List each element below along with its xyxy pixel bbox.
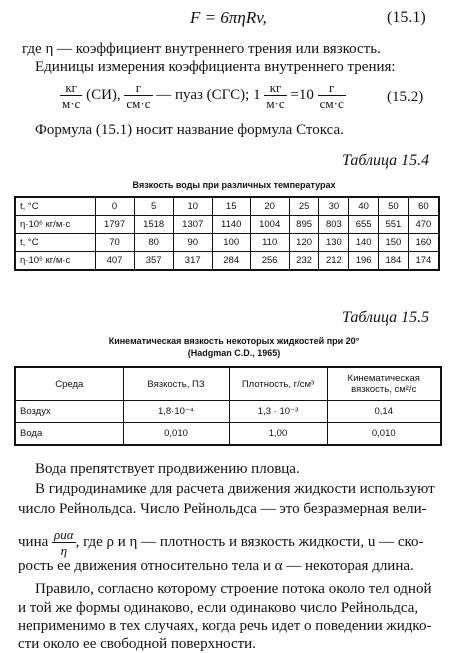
- stokes-formula: [190, 8, 267, 27]
- column-header: Среда: [15, 367, 123, 401]
- table-cell: 90: [173, 234, 212, 252]
- text-line: неприменимо в тех случаях, когда речь идет о поведении жидко-: [18, 618, 432, 634]
- kinematic-viscosity-table: [14, 366, 442, 446]
- formula-number: (15.1): [387, 9, 426, 26]
- table-row: [15, 197, 439, 216]
- row-header-cell: η·10⁶ кг/м·с: [15, 252, 95, 271]
- table-cell: 0,010: [123, 423, 229, 446]
- column-header: Вязкость, ПЗ: [123, 367, 229, 401]
- table-cell: 30: [319, 197, 349, 216]
- table-cell: 895: [289, 216, 319, 234]
- table-cell: 184: [379, 252, 409, 271]
- table-cell: 174: [408, 252, 439, 271]
- table-cell: 1,3 · 10⁻³: [229, 401, 327, 423]
- table-title: Вязкость воды при различных температурах: [132, 180, 336, 190]
- column-header: Плотность, г/см³: [229, 367, 327, 401]
- row-header-cell: Воздух: [15, 401, 123, 423]
- table-row: [15, 401, 441, 423]
- table-cell: 10: [173, 197, 212, 216]
- table-cell: 470: [408, 216, 439, 234]
- table-subtitle: (Hadgman C.D., 1965): [187, 348, 281, 358]
- table-cell: 551: [379, 216, 409, 234]
- table-cell: 317: [173, 252, 212, 271]
- row-header-cell: Вода: [15, 423, 123, 446]
- column-header: Кинематическая вязкость, см²/с: [327, 367, 441, 401]
- table-cell: 25: [289, 197, 319, 216]
- units-formula: $\frac{кг}{м\cdot с}$ (СИ), $\frac{г}{см\cdot с}$ — пуаз (СГС); 1 $\frac{кг}{м\cdot с}$ =10 $\frac{г}{см\cdot с}$: [62, 80, 344, 111]
- row-header-cell: η·10⁶ кг/м·с: [15, 216, 95, 234]
- table-title: Кинематическая вязкость некоторых жидкостей при 20°: [108, 336, 360, 346]
- formula-lhs: F: [190, 8, 201, 27]
- text-line: число Рейнольдса. Число Рейнольдса — это безразмерная вели-: [18, 501, 427, 517]
- table-cell: 256: [250, 252, 289, 271]
- table-cell: 130: [319, 234, 349, 252]
- reynolds-fraction: $\frac{\text{ρuα}}{\eta}$: [54, 527, 74, 558]
- text-line: и той же формы одинаково, если одинаково число Рейнольдса,: [18, 600, 419, 616]
- table-cell: 0: [95, 197, 134, 216]
- table-cell: 1,00: [229, 423, 327, 446]
- table-cell: 80: [134, 234, 173, 252]
- table-cell: 120: [289, 234, 319, 252]
- fraction: $\frac{г}{см\cdot с}$: [126, 80, 151, 111]
- table-cell: 1140: [212, 216, 250, 234]
- row-header-cell: t, °C: [15, 197, 95, 216]
- table-caption: Таблица 15.4: [342, 152, 430, 169]
- table-cell: 1004: [250, 216, 289, 234]
- text-line: рость ее движения относительно тела и α — некоторая длина.: [18, 558, 414, 574]
- text-line: сти около ее свободной поверхности.: [18, 636, 256, 652]
- table-row: [15, 234, 439, 252]
- table-row: [15, 216, 439, 234]
- fraction: $\frac{кг}{м\cdot с}$: [266, 80, 285, 111]
- table-header-row: [15, 367, 441, 401]
- formula-rhs: = 6πηRv,: [204, 8, 267, 27]
- text-line: Формула (15.1) носит название формула Стокса.: [35, 122, 344, 138]
- table-cell: 1307: [173, 216, 212, 234]
- table-cell: 0,010: [327, 423, 441, 446]
- fraction: $\frac{кг}{м\cdot с}$: [62, 80, 81, 111]
- reynolds-line: чина $\frac{\text{ρuα}}{\eta}$ , где ρ и η — плотность и вязкость жидкости, u — ско-: [18, 527, 424, 558]
- text-line: Вода препятствует продвижению пловца.: [35, 461, 300, 477]
- row-header-cell: t, °C: [15, 234, 95, 252]
- table-cell: 160: [408, 234, 439, 252]
- table-cell: 1518: [134, 216, 173, 234]
- table-cell: 100: [212, 234, 250, 252]
- table-cell: 357: [134, 252, 173, 271]
- table-cell: 15: [212, 197, 250, 216]
- formula-number: (15.2): [387, 89, 424, 105]
- table-cell: 803: [319, 216, 349, 234]
- table-cell: 5: [134, 197, 173, 216]
- table-cell: 407: [95, 252, 134, 271]
- table-cell: 110: [250, 234, 289, 252]
- table-cell: 40: [349, 197, 379, 216]
- table-cell: 20: [250, 197, 289, 216]
- table-row: [15, 252, 439, 271]
- table-caption: Таблица 15.5: [342, 309, 430, 326]
- text-line: В гидродинамике для расчета движения жидкости используют: [35, 481, 435, 497]
- text-line: где η — коэффициент внутреннего трения или вязкость.: [22, 41, 381, 57]
- table-cell: 212: [319, 252, 349, 271]
- table-cell: 1,8·10⁻⁴: [123, 401, 229, 423]
- table-cell: 60: [408, 197, 439, 216]
- text-line: Правило, согласно которому строение потока около тел одной: [35, 581, 432, 597]
- table-cell: 232: [289, 252, 319, 271]
- table-cell: 150: [379, 234, 409, 252]
- table-row: [15, 423, 441, 446]
- viscosity-table: [14, 196, 440, 271]
- table-cell: 50: [379, 197, 409, 216]
- fraction: $\frac{г}{см\cdot с}$: [319, 80, 344, 111]
- table-cell: 284: [212, 252, 250, 271]
- table-cell: 655: [349, 216, 379, 234]
- table-cell: 196: [349, 252, 379, 271]
- table-cell: 1797: [95, 216, 134, 234]
- text-line: Единицы измерения коэффициента внутреннего трения:: [35, 59, 396, 75]
- table-cell: 0,14: [327, 401, 441, 423]
- table-cell: 140: [349, 234, 379, 252]
- table-cell: 70: [95, 234, 134, 252]
